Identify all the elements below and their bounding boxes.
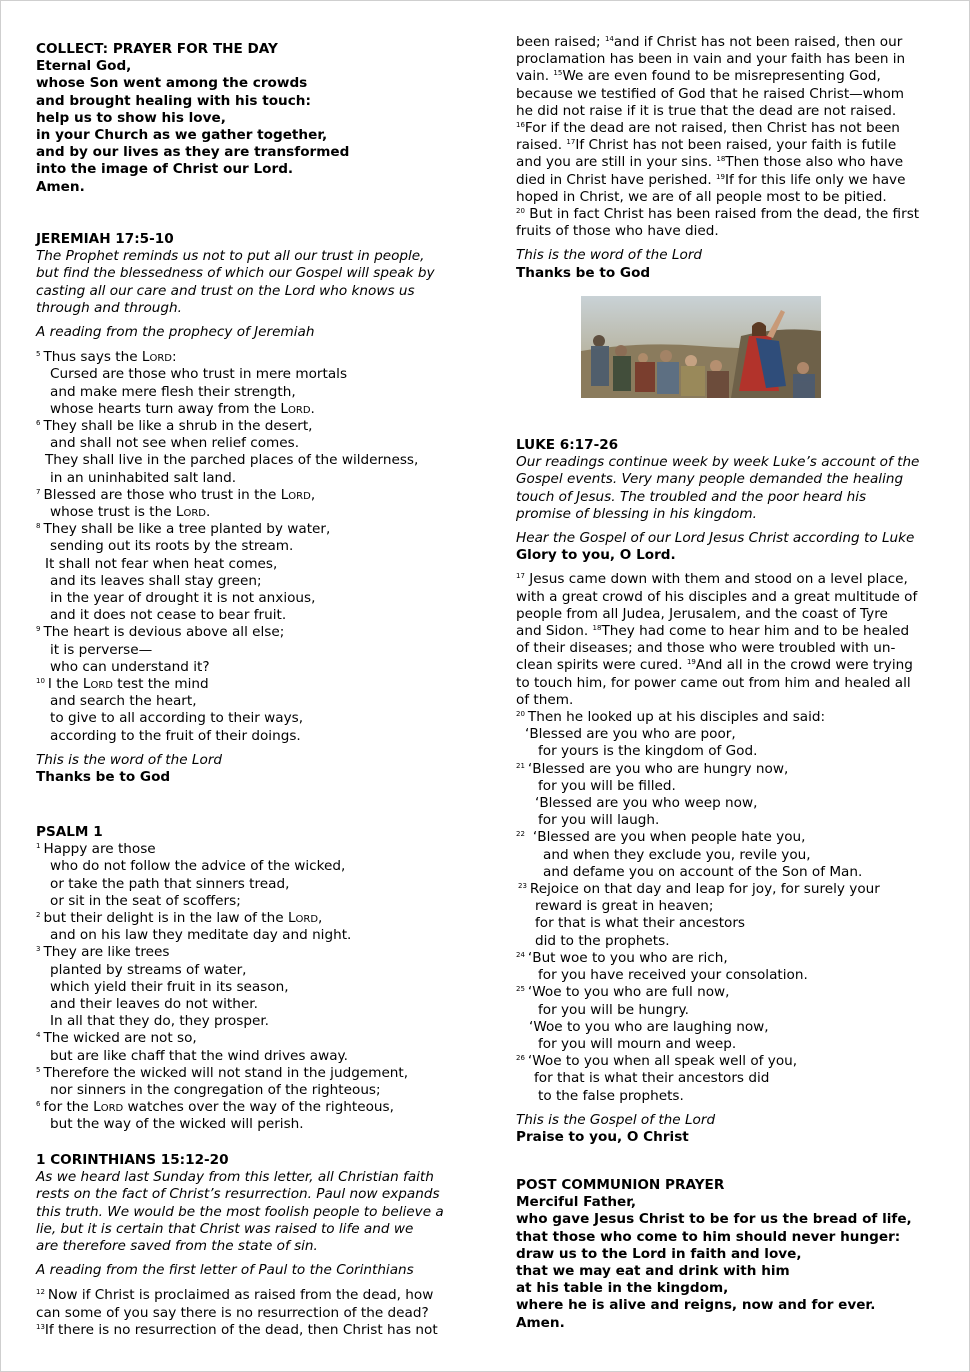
- post-communion-heading: POST COMMUNION PRAYER: [516, 1177, 725, 1193]
- verse-text: whose trust is the: [50, 504, 176, 521]
- collect-line: Amen.: [36, 178, 85, 195]
- verse-text: but their delight is in the law of the: [43, 910, 288, 927]
- verse-text: Blessed are those who trust in the: [43, 486, 281, 503]
- corinthians-intro: are therefore saved from the state of sin.: [36, 1238, 318, 1255]
- verse-text: clean spirits were cured.: [516, 657, 687, 674]
- collect-line: in your Church as we gather together,: [36, 127, 328, 144]
- verse-number: 17: [516, 572, 525, 581]
- prayer-line: who gave Jesus Christ to be for us the bread of life,: [516, 1211, 912, 1228]
- verse-text: Happy are those: [43, 841, 156, 858]
- verse-text: and search the heart,: [50, 693, 197, 710]
- verse-number: 5: [36, 350, 41, 359]
- psalm-heading: PSALM 1: [36, 824, 103, 840]
- verse-text: to the false prophets.: [538, 1087, 684, 1104]
- verse-text: whose hearts turn away from the: [50, 400, 281, 417]
- verse-text: They shall live in the parched places of the wilderness,: [45, 452, 419, 469]
- verse-text: and it does not cease to bear fruit.: [50, 607, 287, 624]
- verse-text: but the way of the wicked will perish.: [50, 1116, 304, 1133]
- verse-text: vain.: [516, 68, 554, 85]
- verse-text: he did not raise if it is true that the dead are not raised.: [516, 102, 897, 119]
- luke-intro: touch of Jesus. The troubled and the poor heard his: [516, 488, 867, 505]
- verse-text: and if Christ has not been raised, then our: [613, 34, 903, 50]
- collect-line: whose Son went among the crowds: [36, 75, 308, 92]
- corinthians-intro: As we heard last Sunday from this letter, all Christian faith: [36, 1169, 434, 1186]
- verse-text: with a great crowd of his disciples and a great multitude of: [516, 588, 918, 605]
- verse-text: They are like trees: [43, 944, 170, 961]
- verse-text: for that is what their ancestors: [535, 915, 746, 932]
- verse-text: If there is no resurrection of the dead, then Christ has not: [44, 1321, 438, 1338]
- verse-number: 25: [516, 985, 525, 994]
- verse-text: or sit in the seat of scoffers;: [50, 892, 241, 909]
- prayer-line: where he is alive and reigns, now and for ever.: [516, 1297, 876, 1314]
- verse-text: for you have received your consolation.: [538, 967, 808, 984]
- psalm-section: [36, 824, 408, 1134]
- luke-announcement-response: Glory to you, O Lord.: [516, 547, 676, 564]
- response-reply: Thanks be to God: [516, 264, 651, 281]
- verse-text: for you will mourn and weep.: [538, 1035, 737, 1052]
- lord-small-caps: Lord: [141, 349, 172, 366]
- verse-text: and defame you on account of the Son of Man.: [543, 863, 863, 880]
- verse-text: which yield their fruit in its season,: [50, 978, 289, 995]
- verse-text: died in Christ have perished.: [516, 171, 717, 188]
- verse-number: 9: [36, 625, 41, 634]
- verse-text: ‘But woe to you who are rich,: [527, 949, 728, 966]
- collect-line: help us to show his love,: [36, 109, 226, 126]
- verse-text: ‘Blessed are you when people hate you,: [532, 829, 806, 846]
- verse-text: ,: [310, 486, 316, 503]
- collect-heading: COLLECT: PRAYER FOR THE DAY: [36, 41, 278, 57]
- verse-text: It shall not fear when heat comes,: [45, 555, 278, 572]
- verse-text: for you will be hungry.: [538, 1001, 689, 1018]
- verse-text: but are like chaff that the wind drives away.: [50, 1047, 348, 1064]
- verse-number: 20: [516, 710, 525, 719]
- verse-number: 15: [553, 69, 563, 78]
- verse-text: The heart is devious above all else;: [43, 624, 285, 641]
- verse-text: and on his law they meditate day and night.: [50, 927, 352, 944]
- corinthians-section: [36, 1152, 444, 1339]
- prayer-line: Merciful Father,: [516, 1194, 637, 1211]
- luke-section: [516, 437, 919, 1146]
- verse-text: to give to all according to their ways,: [50, 710, 304, 727]
- verse-text: for that is what their ancestors did: [534, 1070, 770, 1087]
- verse-number: 23: [518, 882, 527, 891]
- prayer-line: Amen.: [516, 1314, 565, 1331]
- verse-text: planted by streams of water,: [50, 961, 247, 978]
- verse-text: according to the fruit of their doings.: [50, 727, 301, 744]
- verse-text: and make mere flesh their strength,: [50, 383, 296, 400]
- collect-line: Eternal God,: [36, 58, 132, 75]
- verse-text: ‘Blessed are you who are hungry now,: [527, 760, 789, 777]
- verse-text: it is perverse—: [50, 641, 153, 658]
- collect-line: and brought healing with his touch:: [36, 92, 311, 109]
- verse-number: 18: [592, 624, 602, 633]
- verse-text: and its leaves shall stay green;: [50, 572, 262, 589]
- luke-announcement: Hear the Gospel of our Lord Jesus Christ according to Luke: [516, 530, 915, 547]
- verse-text: Now if Christ is proclaimed as raised from the dead, how: [47, 1287, 434, 1304]
- verse-text: raised.: [516, 137, 567, 154]
- verse-text: people from all Judea, Jerusalem, and the coast of Tyre: [516, 605, 888, 622]
- verse-text: proclamation has been in vain and your faith has been in: [516, 51, 906, 68]
- verse-text: and their leaves do not wither.: [50, 996, 258, 1013]
- verse-text: for yours is the kingdom of God.: [538, 743, 758, 760]
- verse-text: sending out its roots by the stream.: [50, 538, 294, 555]
- verse-text: ‘Blessed are you who weep now,: [535, 795, 758, 812]
- verse-number: 13: [36, 1322, 45, 1331]
- prayer-line: that those who come to him should never hunger:: [516, 1228, 901, 1245]
- corinthians-intro: rests on the fact of Christ’s resurrection. Paul now expands: [36, 1186, 440, 1203]
- verse-text: ‘Blessed are you who are poor,: [525, 726, 736, 743]
- verse-text: watches over the way of the righteous,: [123, 1099, 394, 1116]
- verse-text: Then those also who have: [725, 154, 904, 171]
- verse-text: Cursed are those who trust in mere mortals: [50, 366, 348, 383]
- verse-number: 20: [516, 207, 525, 216]
- prayer-line: draw us to the Lord in faith and love,: [516, 1245, 802, 1262]
- verse-number: 16: [516, 121, 525, 130]
- jeremiah-section: [36, 231, 435, 786]
- prayer-line: at his table in the kingdom,: [516, 1280, 729, 1297]
- verse-number: 1: [36, 842, 41, 851]
- verse-text: We are even found to be misrepresenting God,: [562, 68, 881, 85]
- verse-text: Therefore the wicked will not stand in the judgement,: [43, 1064, 409, 1081]
- luke-text: [516, 571, 919, 1104]
- verse-number: 19: [716, 172, 725, 181]
- verse-text: .: [310, 400, 315, 417]
- verse-text: and Sidon.: [516, 623, 593, 640]
- verse-text: test the mind: [112, 676, 209, 693]
- response-versicle: This is the word of the Lord: [36, 751, 223, 768]
- verse-text: hoped in Christ, we are of all people most to be pitied.: [516, 188, 887, 205]
- corinthians-continued: [516, 34, 919, 282]
- verse-text: been raised;: [516, 34, 605, 50]
- jeremiah-announcement: A reading from the prophecy of Jeremiah: [36, 324, 315, 341]
- response-versicle: This is the word of the Lord: [516, 247, 703, 264]
- verse-text: If Christ has not been raised, your faith is futile: [575, 137, 897, 154]
- verse-text: reward is great in heaven;: [535, 898, 714, 915]
- luke-heading: LUKE 6:17-26: [516, 437, 619, 453]
- collect-line: into the image of Christ our Lord.: [36, 161, 294, 178]
- corinthians-intro: lie, but it is certain that Christ was raised to life and we: [36, 1220, 414, 1237]
- verse-text: I the: [47, 676, 83, 693]
- verse-number: 6: [36, 1100, 41, 1109]
- jeremiah-intro: The Prophet reminds us not to put all our trust in people,: [36, 248, 425, 265]
- verse-text: If for this life only we have: [724, 171, 906, 188]
- verse-text: and shall not see when relief comes.: [50, 435, 300, 452]
- verse-text: Thus says the: [43, 349, 142, 366]
- verse-number: 3: [36, 945, 41, 954]
- verse-number: 26: [516, 1054, 525, 1063]
- corinthians-heading: 1 CORINTHIANS 15:12-20: [36, 1152, 229, 1168]
- verse-text: to touch him, for power came out from him and healed all: [516, 674, 911, 691]
- luke-intro: Our readings continue week by week Luke’s account of the: [516, 454, 920, 471]
- verse-text: of their diseases; and those who were troubled with un-: [516, 640, 896, 657]
- verse-text: In all that they do, they prosper.: [50, 1013, 269, 1030]
- verse-text: ,: [318, 910, 323, 927]
- lord-small-caps: Lord: [280, 486, 311, 503]
- verse-text: :: [172, 349, 177, 366]
- response-reply: Praise to you, O Christ: [516, 1128, 689, 1145]
- verse-text: because we testified of God that he raised Christ—whom: [516, 85, 905, 102]
- luke-intro: Gospel events. Very many people demanded the healing: [516, 471, 904, 488]
- verse-number: 4: [36, 1031, 41, 1040]
- verse-number: 7: [36, 487, 41, 496]
- verse-text: who can understand it?: [50, 658, 210, 675]
- corinthians-intro: this truth. We would be the most foolish people to believe a: [36, 1203, 444, 1220]
- verse-number: 17: [566, 138, 576, 147]
- verse-text: who do not follow the advice of the wicked,: [50, 858, 346, 875]
- verse-text: For if the dead are not raised, then Christ has not been: [524, 120, 900, 137]
- jeremiah-intro: casting all our care and trust on the Lord who knows us: [36, 282, 415, 299]
- luke-intro: promise of blessing in his kingdom.: [516, 505, 757, 522]
- lord-small-caps: Lord: [175, 504, 206, 521]
- lord-small-caps: Lord: [280, 400, 311, 417]
- verse-number: 12: [36, 1288, 45, 1297]
- corinthians-announcement: A reading from the first letter of Paul to the Corinthians: [36, 1262, 414, 1279]
- response-reply: Thanks be to God: [36, 769, 171, 786]
- verse-number: 24: [516, 950, 525, 959]
- verse-text: Jesus came down with them and stood on a level place,: [524, 571, 908, 588]
- verse-number: 2: [36, 911, 41, 920]
- verse-text: But in fact Christ has been raised from the dead, the first: [524, 206, 920, 223]
- verse-number: 14: [604, 35, 614, 43]
- lord-small-caps: Lord: [82, 676, 113, 693]
- post-communion-section: [516, 1177, 912, 1332]
- collect-section: [36, 41, 349, 196]
- verse-text: The wicked are not so,: [43, 1030, 197, 1047]
- verse-text: and when they exclude you, revile you,: [543, 846, 811, 863]
- verse-number: 19: [686, 658, 696, 667]
- verse-text: .: [206, 504, 211, 521]
- verse-number: 10: [36, 677, 45, 686]
- verse-text: fruits of those who have died.: [516, 223, 719, 240]
- verse-number: 21: [516, 761, 525, 770]
- verse-number: 18: [716, 155, 726, 164]
- verse-text: Rejoice on that day and leap for joy, for surely your: [529, 881, 880, 898]
- prayer-line: that we may eat and drink with him: [516, 1263, 790, 1280]
- jeremiah-text: [36, 349, 435, 745]
- response-versicle: This is the Gospel of the Lord: [516, 1111, 716, 1128]
- verse-text: ‘Woe to you when all speak well of you,: [527, 1053, 798, 1070]
- verse-text: nor sinners in the congregation of the righteous;: [50, 1082, 381, 1099]
- verse-text: And all in the crowd were trying: [695, 657, 913, 674]
- verse-number: 5: [36, 1065, 41, 1074]
- verse-number: 6: [36, 419, 41, 428]
- verse-text: ‘Woe to you who are full now,: [527, 984, 730, 1001]
- verse-text: ‘Woe to you who are laughing now,: [529, 1018, 769, 1035]
- verse-text: in an uninhabited salt land.: [50, 469, 237, 486]
- verse-text: can some of you say there is no resurrection of the dead?: [36, 1304, 429, 1321]
- jeremiah-intro: through and through.: [36, 299, 182, 316]
- verse-text: They shall be like a tree planted by water,: [43, 521, 331, 538]
- verse-number: 8: [36, 522, 41, 531]
- verse-text: Then he looked up at his disciples and said:: [527, 709, 826, 726]
- lord-small-caps: Lord: [93, 1099, 124, 1116]
- sermon-painting-image: [581, 296, 821, 398]
- verse-text: or take the path that sinners tread,: [50, 875, 290, 892]
- verse-number: 22: [516, 830, 525, 839]
- verse-text: in the year of drought it is not anxious,: [50, 590, 316, 607]
- jeremiah-intro: but find the blessedness of which our Gospel will speak by: [36, 265, 435, 282]
- verse-text: for you will laugh.: [538, 812, 660, 829]
- verse-text: of them.: [516, 691, 574, 708]
- verse-text: for the: [43, 1099, 94, 1116]
- verse-text: They had come to hear him and to be healed: [601, 623, 910, 640]
- verse-text: for you will be filled.: [538, 777, 676, 794]
- lord-small-caps: Lord: [287, 910, 319, 927]
- collect-line: and by our lives as they are transformed: [36, 144, 350, 161]
- jeremiah-heading: JEREMIAH 17:5-10: [36, 231, 174, 247]
- verse-text: and you are still in your sins.: [516, 154, 717, 171]
- verse-text: did to the prophets.: [535, 932, 670, 949]
- verse-text: They shall be like a shrub in the desert,: [43, 418, 313, 435]
